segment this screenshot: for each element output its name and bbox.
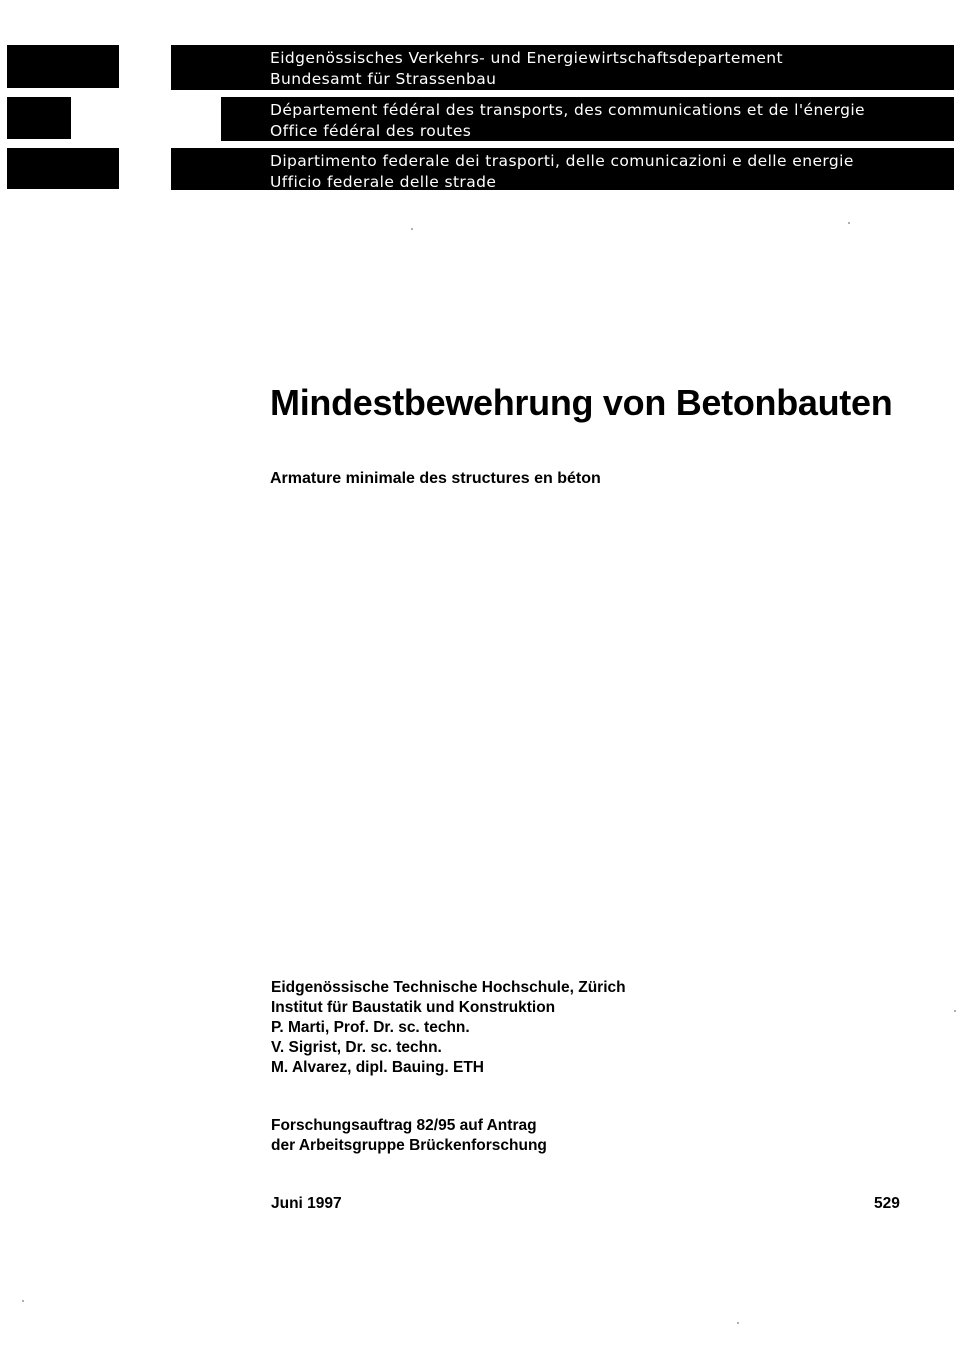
german-office: Bundesamt für Strassenbau — [270, 70, 497, 88]
author-line: P. Marti, Prof. Dr. sc. techn. — [271, 1019, 470, 1036]
institute: Institut für Baustatik und Konstruktion — [271, 999, 556, 1016]
logo-block-bottom — [7, 148, 119, 189]
header-band-german — [171, 45, 954, 90]
author-line: V. Sigrist, Dr. sc. techn. — [271, 1039, 442, 1056]
report-title: Mindestbewehrung von Betonbauten — [270, 382, 893, 423]
scan-speck — [848, 222, 850, 224]
scan-speck — [411, 228, 413, 230]
commission-block — [271, 1116, 547, 1156]
commission-line: der Arbeitsgruppe Brückenforschung — [271, 1137, 547, 1154]
report-subtitle: Armature minimale des structures en béton — [270, 470, 601, 487]
logo-block-top — [7, 45, 119, 88]
italian-office: Ufficio federale delle strade — [270, 173, 497, 191]
italian-department: Dipartimento federale dei trasporti, delle comunicazioni e delle energie — [270, 152, 854, 170]
header-band-italian — [171, 148, 954, 190]
header-band-french — [221, 97, 954, 141]
logo-block-middle — [7, 97, 71, 139]
publication-date: Juni 1997 — [271, 1195, 342, 1212]
institution: Eidgenössische Technische Hochschule, Zürich — [271, 979, 626, 996]
report-number: 529 — [874, 1195, 900, 1212]
german-department: Eidgenössisches Verkehrs- und Energiewirtschaftsdepartement — [270, 49, 783, 67]
authors-block — [271, 978, 626, 1078]
author-line: M. Alvarez, dipl. Bauing. ETH — [271, 1059, 485, 1076]
scan-speck — [737, 1322, 739, 1324]
scan-speck — [22, 1300, 24, 1302]
scan-speck — [954, 1010, 956, 1012]
french-department: Département fédéral des transports, des communications et de l'énergie — [270, 101, 865, 119]
french-office: Office fédéral des routes — [270, 122, 472, 140]
commission-line: Forschungsauftrag 82/95 auf Antrag — [271, 1117, 537, 1134]
